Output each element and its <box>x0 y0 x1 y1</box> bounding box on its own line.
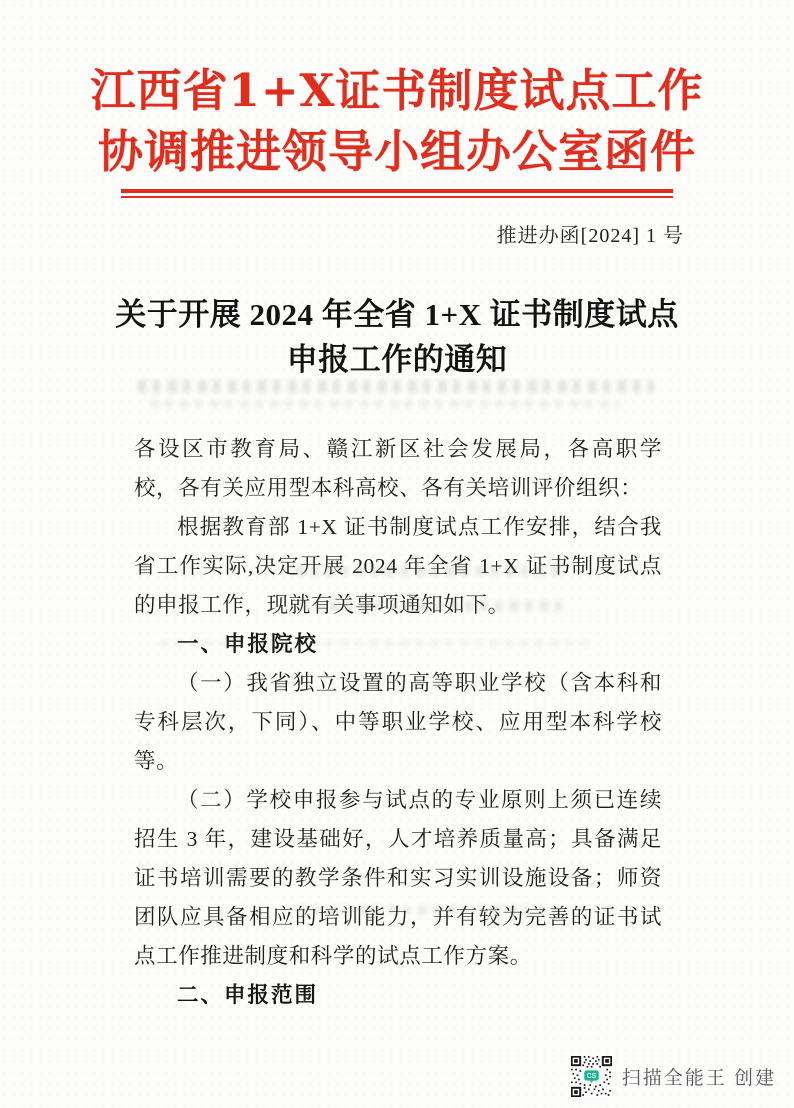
section-heading-1: 一、申报院校 <box>177 632 319 656</box>
section1-item-1: （一）我省独立设置的高等职业学校（含本科和专科层次，下同）、中等职业学校、应用型本科学校等。 <box>134 671 662 773</box>
intro-paragraph: 根据教育部 1+X 证书制度试点工作安排，结合我省工作实际,决定开展 2024 年全省 1+X 证书制度试点的申报工作，现就有关事项通知如下。 <box>134 515 662 617</box>
salutation-line: 各设区市教育局、赣江新区社会发展局，各高职学校，各有关应用型本科高校、各有关培训评价组织： <box>134 437 662 500</box>
bleed-through-artifact <box>150 400 620 408</box>
letterhead-divider <box>121 189 673 198</box>
scanner-watermark <box>571 1056 776 1097</box>
cs-badge-label: CS <box>586 1073 597 1081</box>
letterhead-line-1: 江西省1+X证书制度试点工作 <box>90 64 704 117</box>
scanner-credit-label: 扫描全能王 创建 <box>621 1068 776 1089</box>
document-number: 推进办函[2024] 1 号 <box>496 225 684 247</box>
letterhead-line-2: 协调推进领导小组办公室函件 <box>97 125 696 178</box>
notice-body <box>134 430 662 1015</box>
section1-item-2: （二）学校申报参与试点的专业原则上须已连续招生 3 年，建设基础好，人才培养质量高；具备满足证书培训需要的教学条件和实习实训设施设备；师资团队应具备相应的培训能力，并有较为完善的证书试点工作推进制度和科学的试点工作方案。 <box>134 788 662 968</box>
section-heading-2: 二、申报范围 <box>177 983 319 1007</box>
notice-title: 关于开展 2024 年全省 1+X 证书制度试点申报工作的通知 <box>115 297 679 377</box>
qr-code-icon <box>571 1056 612 1097</box>
letterhead <box>0 0 794 198</box>
